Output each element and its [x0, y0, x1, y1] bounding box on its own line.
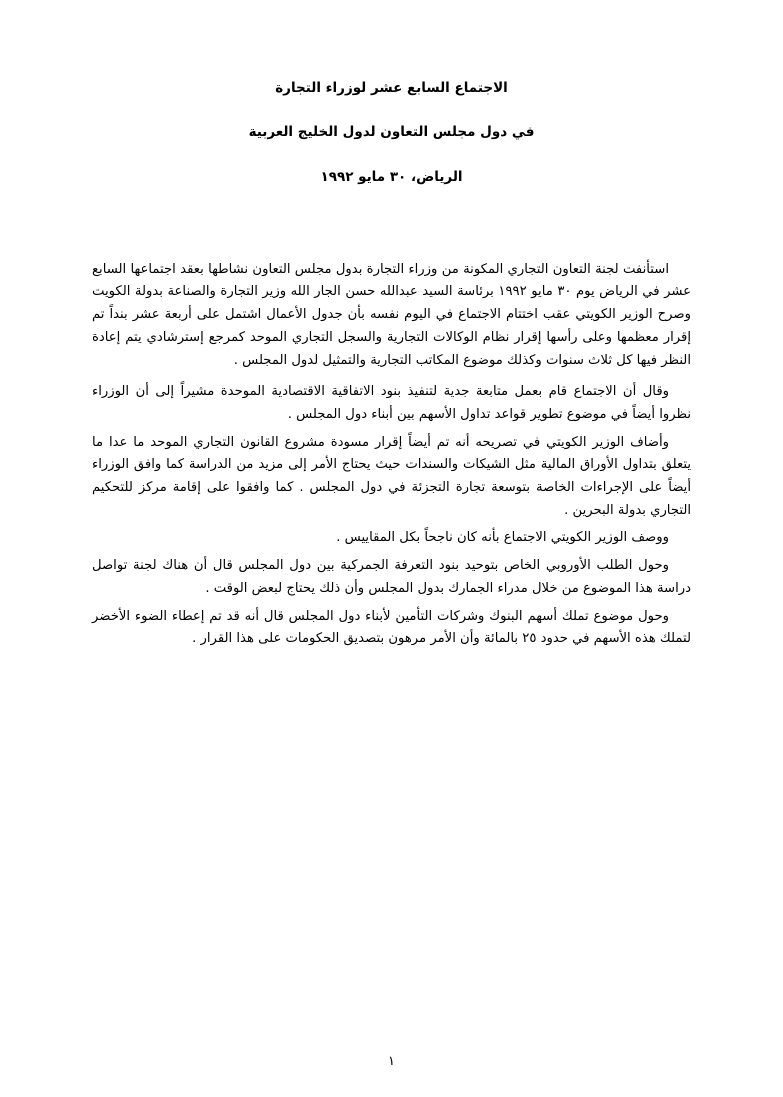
header-title-line-2: في دول مجلس التعاون لدول الخليج العربية	[248, 124, 535, 141]
header-title-line-1: الاجتماع السابع عشر لوزراء التجارة	[275, 80, 508, 96]
paragraph-5: وحول الطلب الأوروبي الخاص بتوحيد بنود التعرفة الجمركية بين دول المجلس قال أن هناك لجنة تواصل دراسة هذا الموضوع من خلال مدراء الجمارك بدول المجلس وأن ذلك يحتاج لبعض الوقت .	[92, 558, 691, 596]
paragraph-6: وحول موضوع تملك أسهم البنوك وشركات التأمين لأبناء دول المجلس قال أنه قد تم إعطاء الضوء الأخضر لتملك هذه الأسهم في حدود ٢٥ بالمائة وأن الأمر مرهون بتصديق الحكومات على هذا القرار .	[92, 608, 691, 647]
paragraph-1: استأنفت لجنة التعاون التجاري المكونة من وزراء التجارة بدول مجلس التعاون نشاطها بعقد اجتماعها السابع عشر في الرياض يوم ٣٠ مايو ١٩٩٢ برئاسة السيد عبدالله حسن الجار الله وزير التجارة والصناعة بدولة الكويت وصرح الوزير الكويتي عقب اختتام الاجتماع في اليوم نفسه بأن جدول الأعمال اشتمل على أربعة عشر بنداً تم إقرار معظمها وعلى رأسها إقرار نظام الوكالات التجارية والسجل التجاري الموحد كمرجع إسترشادي يتم إعادة النظر فيها كل ثلاث سنوات وكذلك موضوع المكاتب التجارية والتمثيل لدول المجلس .	[92, 261, 691, 368]
document-body	[92, 259, 691, 651]
page-number: ١	[388, 1054, 395, 1069]
paragraph-3: وأضاف الوزير الكويتي في تصريحه أنه تم أيضاً إقرار مسودة مشروع القانون التجاري الموحد ما عدا ما يتعلق بتداول الأوراق المالية مثل الشيكات والسندات حيث يحتاج الأمر إلى مزيد من الدراسة كما وافق الوزراء أيضاً على الإجراءات الخاصة بتوسعة تجارة التجزئة في دول المجلس . كما وافقوا على إقامة مركز للتحكيم التجاري بدولة البحرين .	[92, 434, 691, 518]
paragraph-2: وقال أن الاجتماع قام بعمل متابعة جدية لتنفيذ بنود الاتفاقية الاقتصادية الموحدة مشيراً إلى أن الوزراء نظروا أيضاً في موضوع تطوير قواعد تداول الأسهم بين أبناء دول المجلس .	[92, 384, 691, 422]
document-header	[92, 78, 691, 187]
paragraph-4: ووصف الوزير الكويتي الاجتماع بأنه كان ناجحاً بكل المقاييس .	[336, 530, 669, 546]
header-dateline: الرياض، ٣٠ مايو ١٩٩٢	[320, 168, 463, 185]
